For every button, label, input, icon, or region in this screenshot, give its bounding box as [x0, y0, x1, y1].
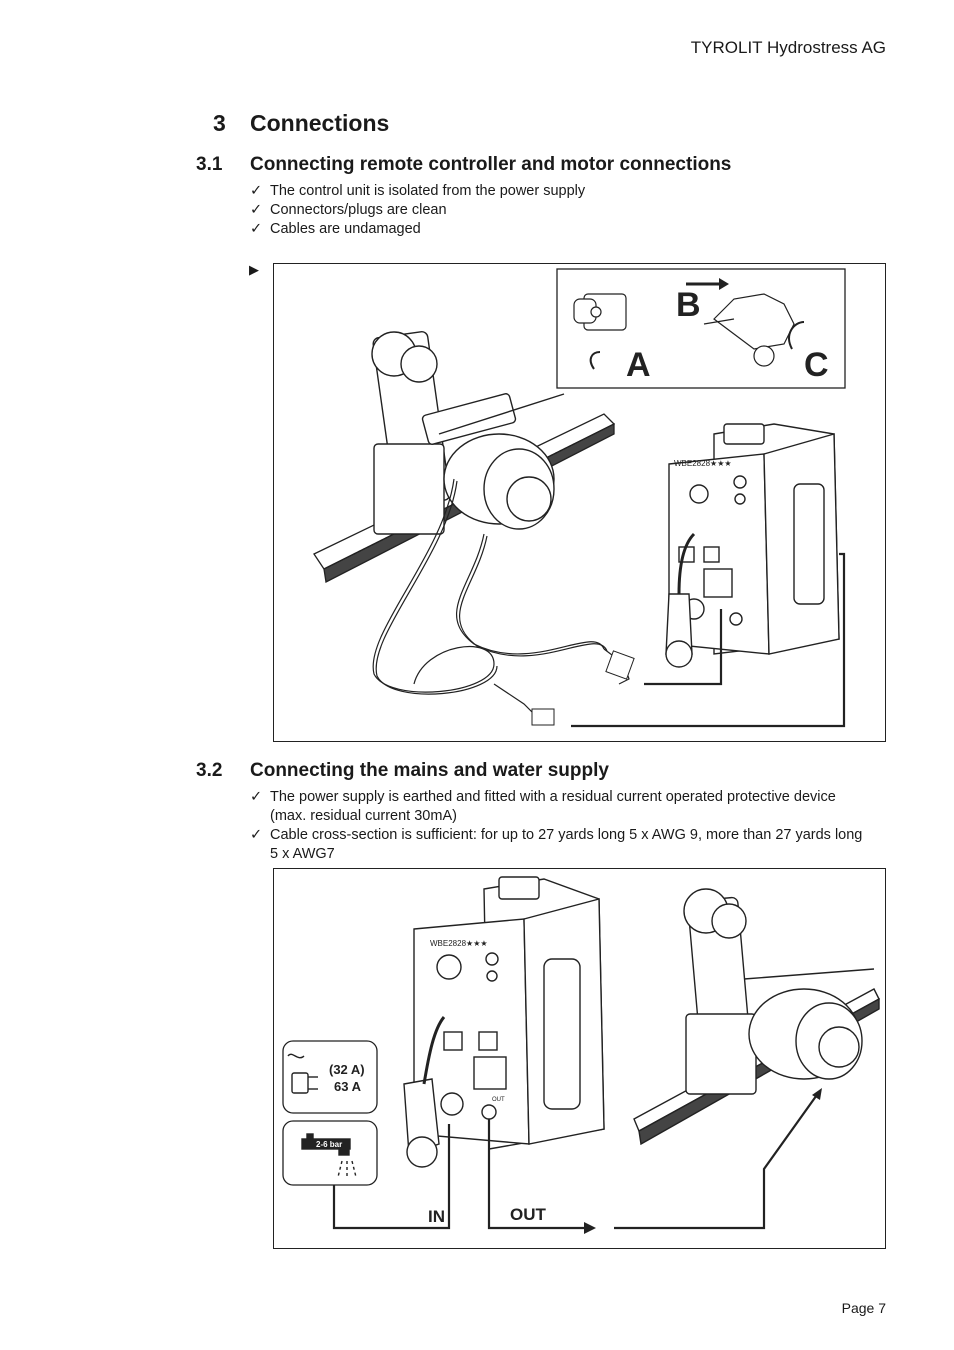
label-c: C	[804, 346, 829, 384]
company-name: TYROLIT Hydrostress AG	[690, 38, 886, 57]
svg-text:WBE2828★★★: WBE2828★★★	[430, 939, 488, 948]
check-item: ✓ Cables are undamaged	[250, 221, 421, 237]
check-icon: ✓	[250, 789, 263, 805]
check-item: ✓ The control unit is isolated from the power supply	[250, 183, 586, 199]
label-b: B	[676, 286, 701, 324]
check-item: ✓ Cable cross-section is sufficient: for up to 27 yards long 5 x AWG 9, more than 27 yards long 5 x AWG7	[250, 827, 863, 862]
subsection-heading-3-1	[196, 154, 731, 176]
subsection-heading-3-2	[196, 760, 609, 782]
connection-illustration	[274, 264, 885, 741]
check-icon: ✓	[250, 221, 263, 237]
section-title: Connections	[250, 110, 390, 136]
panel-out-label: OUT	[492, 1097, 505, 1103]
check-item: ✓ Connectors/plugs are clean	[250, 202, 447, 218]
figure-remote-motor-connection	[273, 263, 886, 742]
mains-water-illustration	[274, 869, 885, 1248]
section-number: 3	[213, 110, 226, 136]
section-heading-connections	[213, 110, 389, 137]
check-icon: ✓	[250, 202, 263, 218]
step-arrow-icon: ▶	[249, 262, 259, 277]
check-icon: ✓	[250, 183, 263, 199]
out-label: OUT	[510, 1205, 546, 1224]
subsection-number: 3.1	[196, 154, 223, 175]
fuse-32a-label: (32 A)	[329, 1062, 365, 1077]
water-supply-box	[283, 1121, 377, 1185]
in-label: IN	[428, 1207, 445, 1226]
subsection-title: Connecting the mains and water supply	[250, 760, 609, 781]
label-a: A	[626, 346, 651, 384]
checklist-3-1	[250, 182, 870, 239]
subsection-number: 3.2	[196, 760, 223, 781]
fuse-63a-label: 63 A	[334, 1079, 361, 1094]
subsection-title: Connecting remote controller and motor connections	[250, 154, 732, 175]
page-number: Page 7	[841, 1300, 886, 1316]
svg-text:WBE2828★★★: WBE2828★★★	[674, 459, 732, 468]
checklist-3-2	[250, 788, 870, 864]
figure-mains-water-supply	[273, 868, 886, 1249]
pressure-label: 2-6 bar	[316, 1140, 343, 1149]
check-item: ✓ The power supply is earthed and fitted with a residual current operated protective device (max. residual current 30mA)	[250, 789, 836, 824]
check-icon: ✓	[250, 827, 263, 843]
